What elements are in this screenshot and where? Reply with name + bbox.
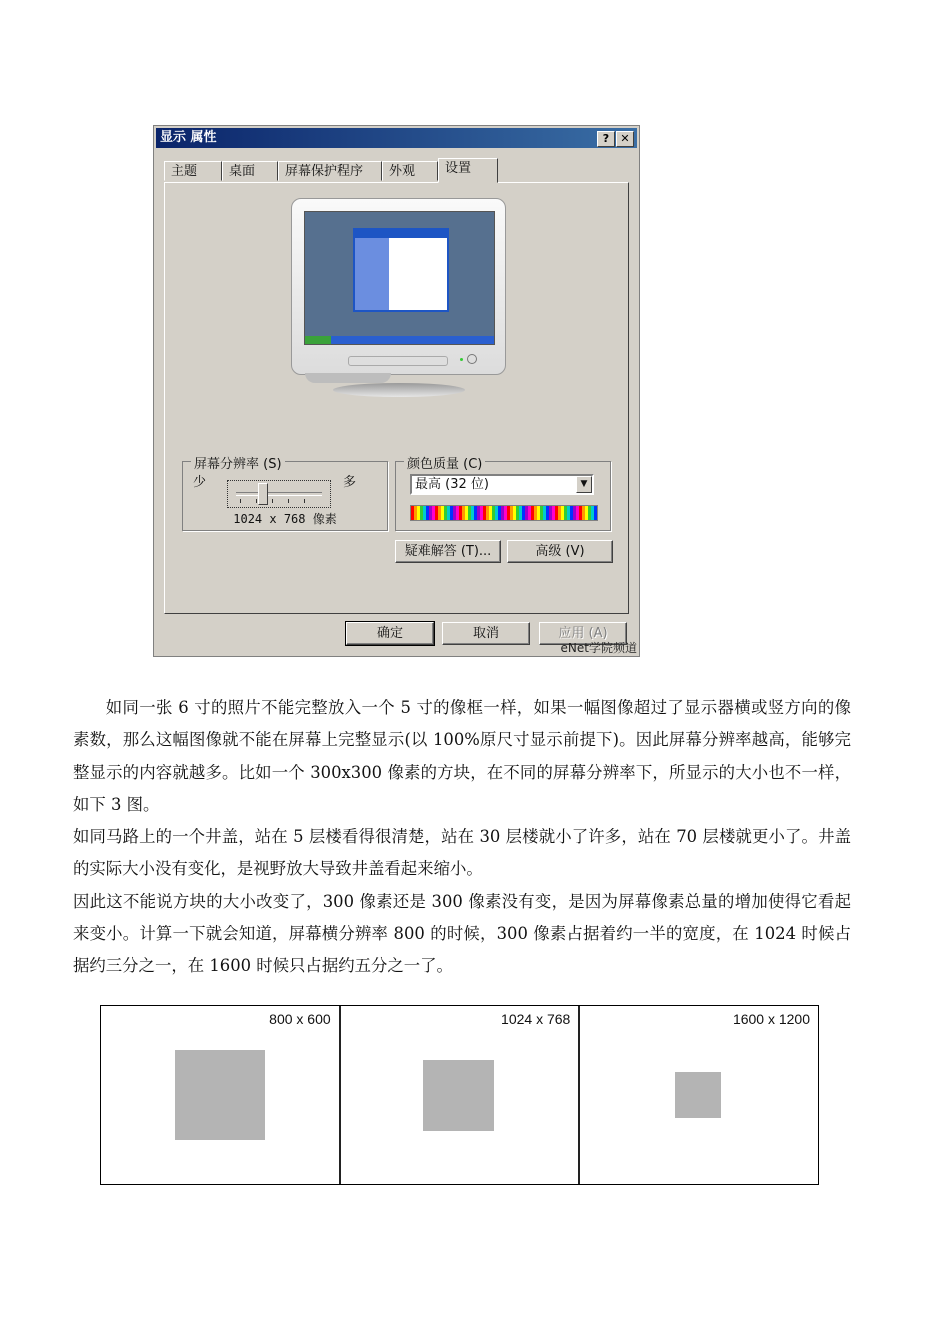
preview-start-button bbox=[305, 336, 331, 344]
monitor-neck bbox=[305, 373, 391, 383]
watermark: eNet学院频道 bbox=[560, 641, 637, 655]
preview-taskbar bbox=[305, 336, 494, 344]
color-quality-group-title: 颜色质量 (C) bbox=[404, 453, 485, 472]
resolution-panel-label: 1600 x 1200 bbox=[732, 1011, 811, 1027]
resolution-slider[interactable] bbox=[227, 480, 331, 508]
resolution-group bbox=[182, 457, 388, 531]
resolution-panel-800 bbox=[101, 1006, 339, 1184]
article-paragraph: 如同一张 6 寸的照片不能完整放入一个 5 寸的像框一样，如果一幅图像超过了显示器横或竖方向的像素数，那么这幅图像就不能在屏幕上完整显示(以 100%原尺寸显示前提下)。因此屏幕分辨率越高，能够完整显示的内容就越多。比如一个 300x300 像素的方块，在不同的屏幕分辨率下，所显示的大小也不一样，如下 3 图。 bbox=[73, 698, 851, 814]
tab-desktop[interactable]: 桌面 bbox=[222, 161, 278, 181]
sample-square bbox=[423, 1060, 494, 1131]
color-spectrum-bar bbox=[410, 505, 598, 521]
display-properties-dialog bbox=[153, 125, 640, 657]
tab-settings[interactable]: 设置 bbox=[438, 158, 498, 183]
article-body bbox=[73, 692, 851, 983]
dialog-title: 显示 属性 bbox=[160, 130, 217, 145]
article-paragraph: 如同马路上的一个井盖，站在 5 层楼看得很清楚，站在 30 层楼就小了许多，站在 70 层楼就更小了。井盖的实际大小没有变化，是视野放大导致井盖看起来缩小。 bbox=[73, 827, 851, 879]
color-quality-select[interactable] bbox=[410, 474, 594, 495]
troubleshoot-button[interactable]: 疑难解答 (T)... bbox=[395, 540, 501, 563]
monitor-base bbox=[333, 383, 465, 397]
slider-thumb[interactable] bbox=[258, 483, 268, 505]
resolution-panel-label: 1024 x 768 bbox=[501, 1011, 571, 1027]
monitor-screen bbox=[304, 211, 495, 345]
resolution-group-title: 屏幕分辨率 (S) bbox=[191, 453, 285, 472]
resolution-more-label: 多 bbox=[343, 475, 357, 490]
tab-screensaver[interactable]: 屏幕保护程序 bbox=[278, 161, 382, 181]
monitor-preview bbox=[291, 198, 506, 375]
advanced-button[interactable]: 高级 (V) bbox=[507, 540, 613, 563]
power-led-icon bbox=[460, 358, 463, 361]
resolution-panel-1024 bbox=[339, 1006, 579, 1184]
close-button[interactable]: ✕ bbox=[616, 131, 634, 147]
color-quality-value: 最高 (32 位) bbox=[415, 477, 489, 492]
color-quality-group bbox=[395, 457, 611, 531]
preview-window bbox=[353, 228, 449, 312]
power-button-icon bbox=[467, 354, 477, 364]
slider-track bbox=[236, 492, 322, 496]
sample-square bbox=[675, 1072, 721, 1118]
apply-button[interactable]: 应用 (A) bbox=[539, 622, 627, 645]
help-button[interactable]: ? bbox=[597, 131, 615, 147]
resolution-comparison bbox=[100, 1005, 819, 1185]
cancel-button[interactable]: 取消 bbox=[442, 622, 530, 645]
article-paragraph: 因此这不能说方块的大小改变了，300 像素还是 300 像素没有变，是因为屏幕像素总量的增加使得它看起来变小。计算一下就会知道，屏幕横分辨率 800 的时候，300 像素占据着约一半的宽度，在 1024 时候占据约三分之一，在 1600 时候只占据约五分之一了。 bbox=[73, 891, 851, 976]
sample-square bbox=[175, 1050, 265, 1140]
resolution-panel-label: 800 x 600 bbox=[269, 1011, 331, 1027]
resolution-panel-1600 bbox=[578, 1006, 818, 1184]
title-bar[interactable] bbox=[156, 128, 637, 148]
dropdown-arrow-icon[interactable]: ▼ bbox=[576, 476, 592, 493]
resolution-less-label: 少 bbox=[193, 475, 207, 490]
ok-button[interactable]: 确定 bbox=[346, 622, 434, 645]
tab-appearance[interactable]: 外观 bbox=[382, 161, 438, 181]
monitor-slot bbox=[348, 356, 448, 366]
resolution-value: 1024 x 768 像素 bbox=[233, 512, 337, 526]
slider-ticks bbox=[240, 499, 320, 503]
settings-panel bbox=[164, 182, 629, 614]
tab-themes[interactable]: 主题 bbox=[164, 161, 222, 181]
